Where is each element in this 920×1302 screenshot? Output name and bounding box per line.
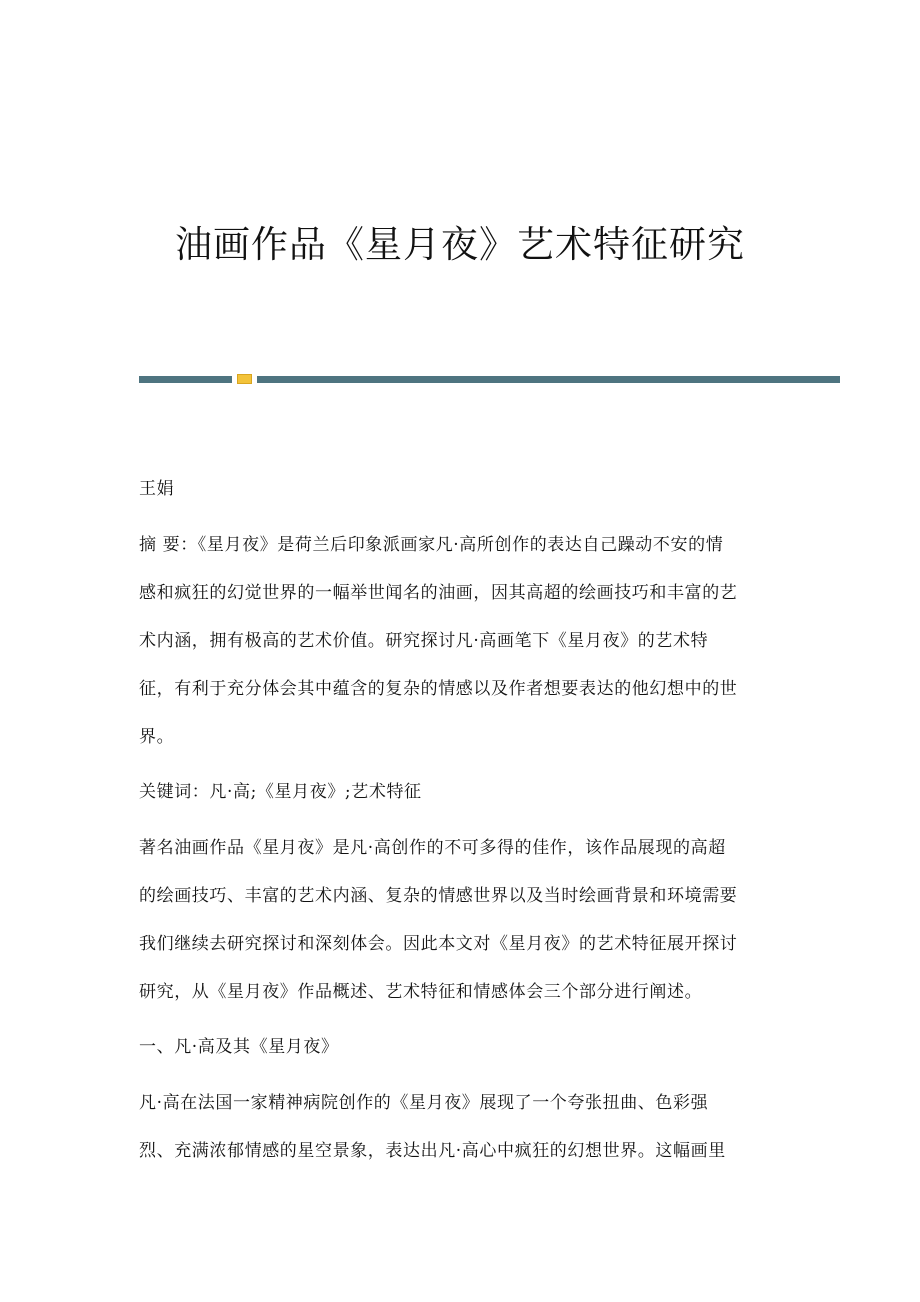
section-line: 烈、充满浓郁情感的星空景象，表达出凡·高心中疯狂的幻想世界。这幅画里 [139, 1141, 726, 1161]
divider-left [139, 376, 232, 383]
intro-line: 著名油画作品《星月夜》是凡·高创作的不可多得的佳作，该作品展现的高超 [139, 838, 726, 858]
abstract-line: 摘 要：《星月夜》是荷兰后印象派画家凡·高所创作的表达自己躁动不安的情 [139, 535, 724, 555]
intro-line: 我们继续去研究探讨和深刻体会。因此本文对《星月夜》的艺术特征展开探讨 [139, 934, 738, 954]
section-line: 凡·高在法国一家精神病院创作的《星月夜》展现了一个夸张扭曲、色彩强 [139, 1093, 709, 1113]
abstract-line: 界。 [139, 727, 175, 747]
abstract-line: 征，有利于充分体会其中蕴含的复杂的情感以及作者想要表达的他幻想中的世 [139, 679, 738, 699]
keywords: 关键词：凡·高;《星月夜》;艺术特征 [139, 782, 422, 802]
divider-right [257, 376, 840, 383]
abstract-line: 感和疯狂的幻觉世界的一幅举世闻名的油画，因其高超的绘画技巧和丰富的艺 [139, 583, 738, 603]
intro-line: 研究，从《星月夜》作品概述、艺术特征和情感体会三个部分进行阐述。 [139, 982, 703, 1002]
document-title: 油画作品《星月夜》艺术特征研究 [175, 223, 745, 266]
intro-line: 的绘画技巧、丰富的艺术内涵、复杂的情感世界以及当时绘画背景和环境需要 [139, 886, 738, 906]
divider-ornament-icon [237, 374, 252, 384]
section-heading: 一、凡·高及其《星月夜》 [139, 1037, 339, 1057]
author: 王娟 [139, 479, 175, 499]
abstract-line: 术内涵，拥有极高的艺术价值。研究探讨凡·高画笔下《星月夜》的艺术特 [139, 631, 709, 651]
